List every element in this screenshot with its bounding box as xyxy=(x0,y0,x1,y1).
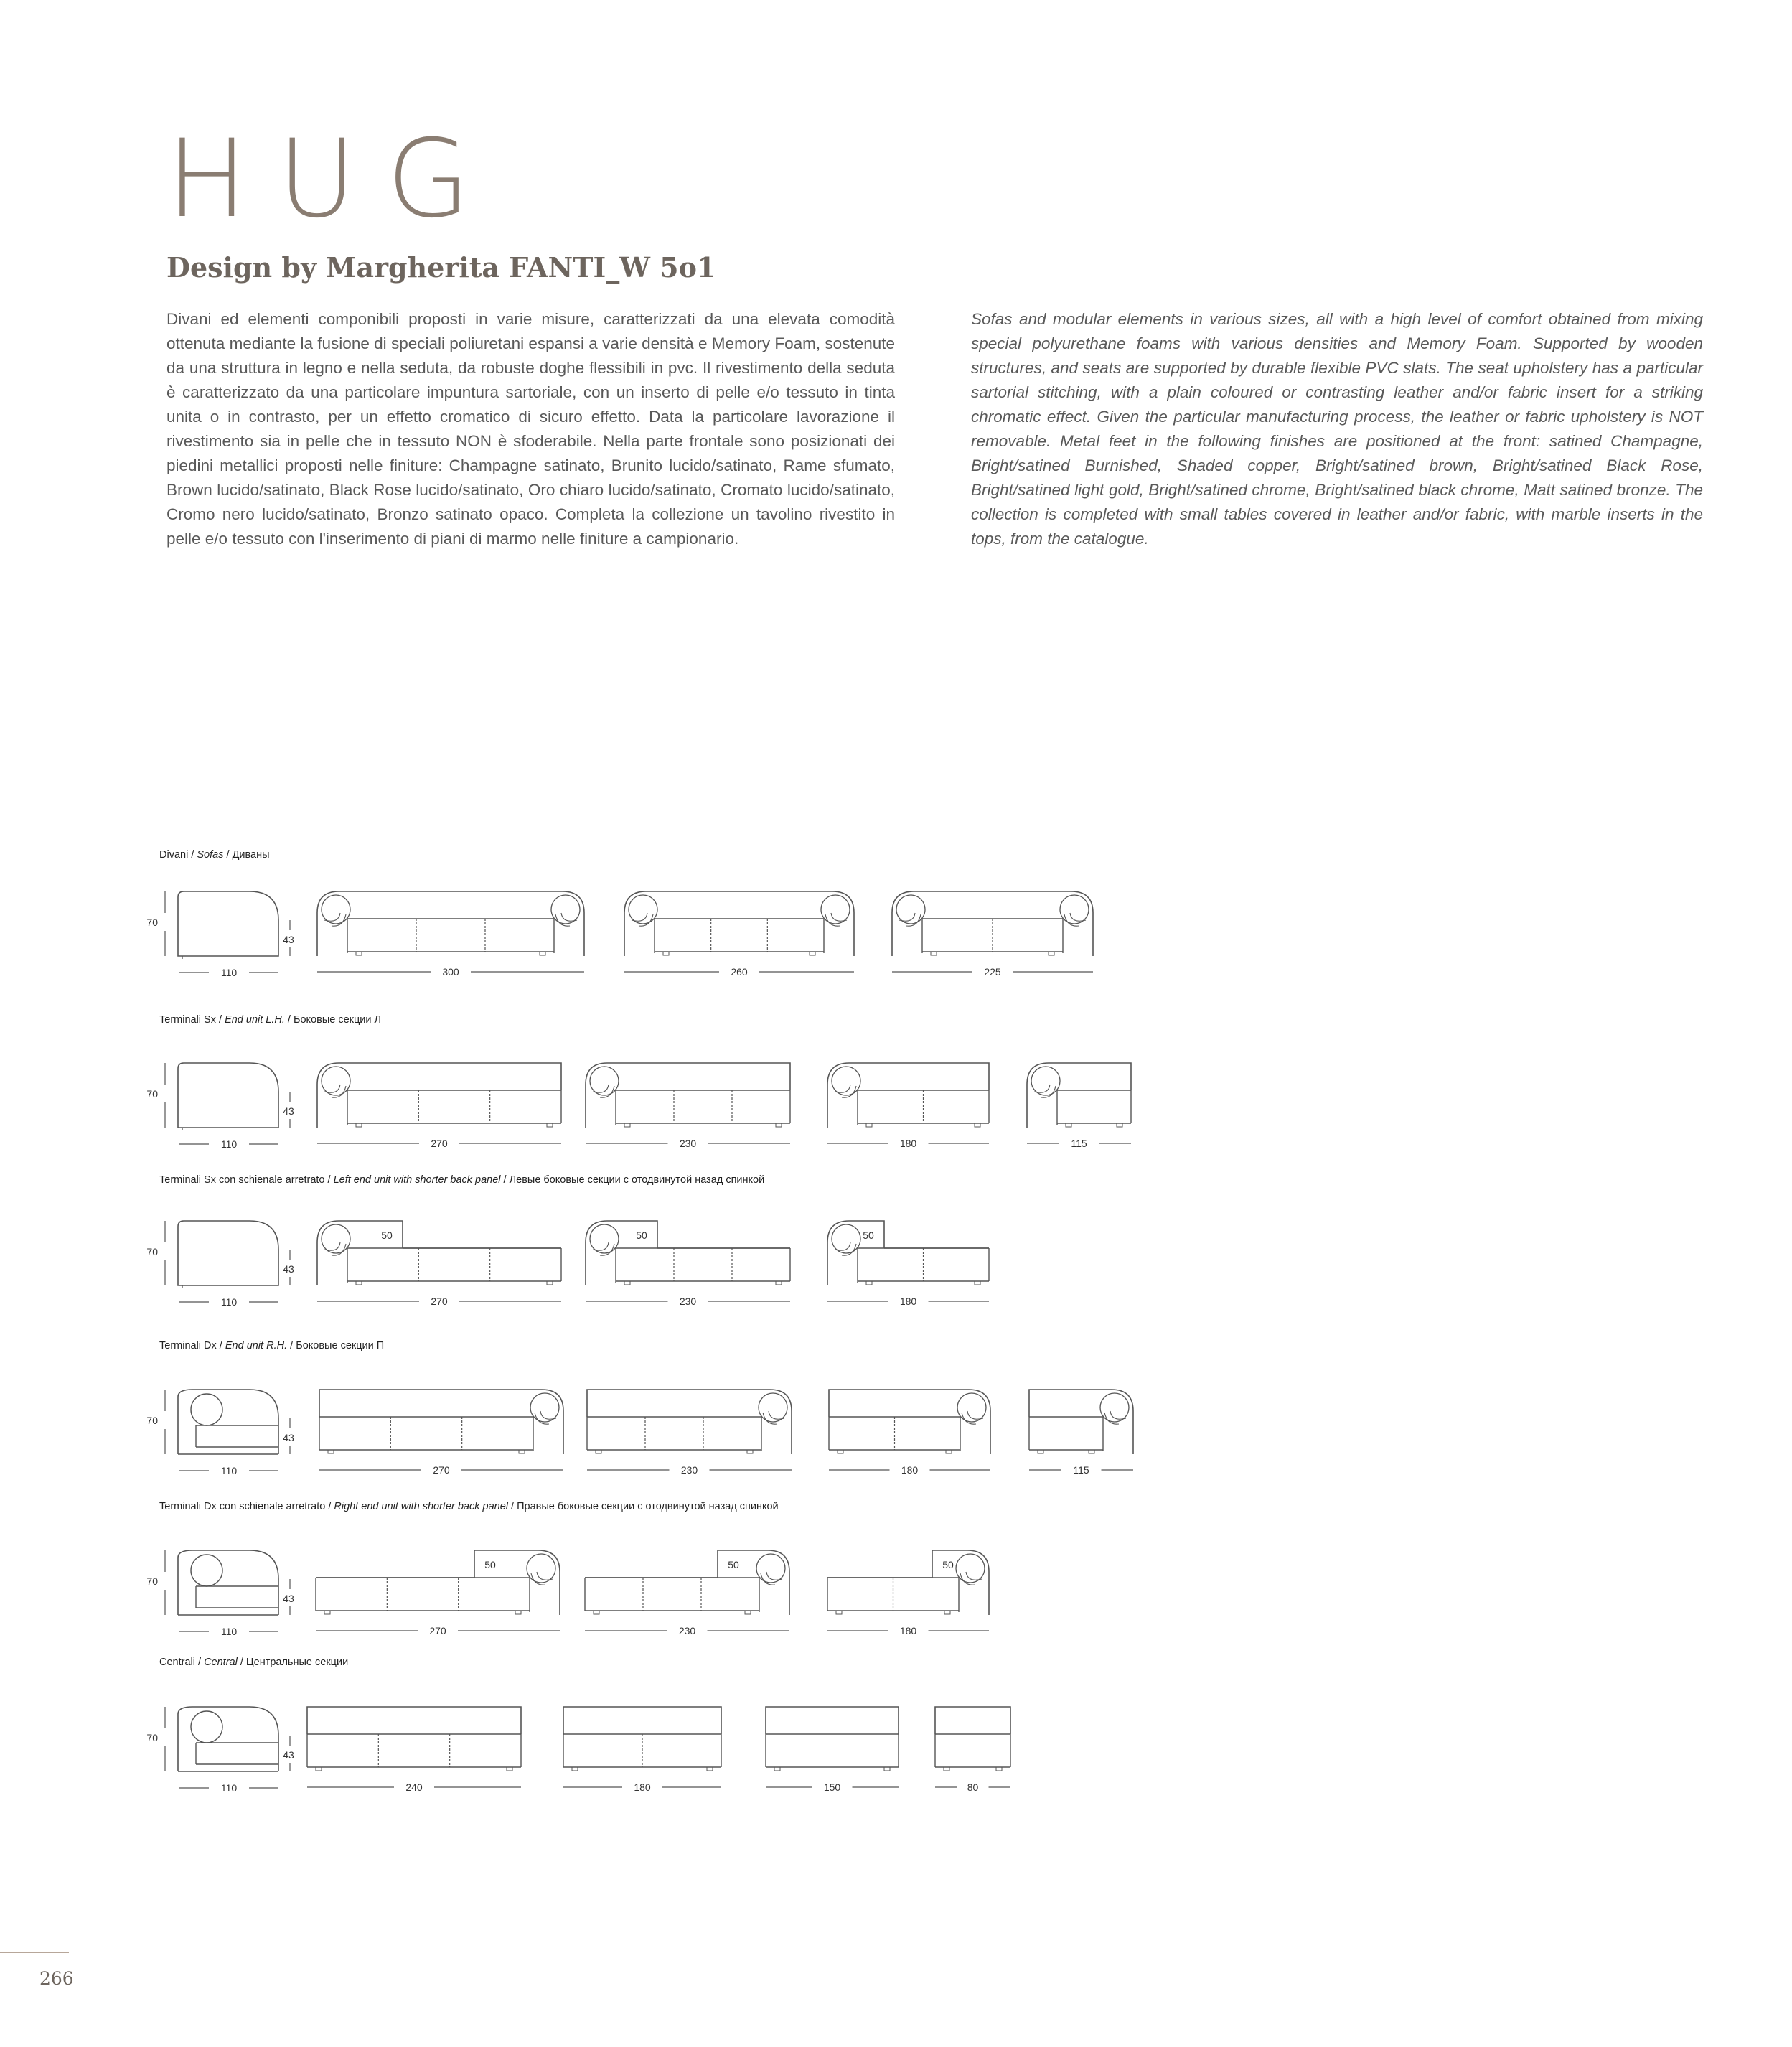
height-label: 70 xyxy=(146,1088,158,1100)
side-profile-outline xyxy=(178,891,278,956)
row1-unit2-foot-left xyxy=(866,1123,872,1127)
row1-unit1-foot-left xyxy=(624,1123,630,1127)
section-title-sofas: Divani / Sofas / Диваны xyxy=(159,849,270,861)
seat-height-label: 43 xyxy=(283,1263,294,1275)
row5-unit0-width-dim-label: 240 xyxy=(405,1781,423,1793)
row5-unit0-foot-left xyxy=(316,1767,322,1771)
row4-unit2-foot-right xyxy=(944,1611,950,1614)
row0-unit2-width-dim-label: 225 xyxy=(984,966,1001,978)
row0-unit0-foot-left xyxy=(356,952,362,955)
row3-unit2-foot-left xyxy=(838,1450,843,1453)
row1-unit3-foot-right xyxy=(1117,1123,1122,1127)
row3-unit1-foot-left xyxy=(596,1450,601,1453)
seat-height-label: 43 xyxy=(283,1432,294,1443)
height-label: 70 xyxy=(146,1415,158,1426)
row5-unit2-width-dim-label: 150 xyxy=(823,1781,841,1793)
seat-height-label: 43 xyxy=(283,934,294,945)
row5-unit3-width-dim-label: 80 xyxy=(967,1781,979,1793)
row0-unit0-left-arm-roll xyxy=(322,895,350,924)
row4-unit1-right-arm-roll xyxy=(756,1554,785,1583)
side-profile-outline xyxy=(178,1221,278,1285)
height-label: 70 xyxy=(146,1575,158,1587)
row1-unit3-left-arm-roll xyxy=(1031,1067,1060,1095)
row5-unit3-foot-left xyxy=(944,1767,949,1771)
row0-unit1-foot-left xyxy=(663,952,669,955)
row4-unit0-width-dim-label: 270 xyxy=(429,1625,446,1636)
row2-unit1-width-dim-label: 230 xyxy=(679,1296,697,1307)
row0-unit0-foot-right xyxy=(540,952,545,955)
row1-unit0-left-arm-roll xyxy=(322,1067,350,1095)
height-label: 70 xyxy=(146,917,158,928)
section-title-end-unit-rh: Terminali Dx / End unit R.H. / Боковые секции П xyxy=(159,1340,385,1352)
row5-unit0-outline xyxy=(307,1707,521,1734)
row1-unit1-foot-right xyxy=(776,1123,782,1127)
row5-unit0-foot-right xyxy=(507,1767,512,1771)
row2-unit0-left-arm-roll xyxy=(322,1224,350,1253)
seat-height-label: 43 xyxy=(283,1105,294,1117)
seat-height-label: 43 xyxy=(283,1749,294,1761)
row0-unit2-right-arm-roll xyxy=(1060,895,1089,924)
row3-unit2-foot-right xyxy=(946,1450,952,1453)
row2-unit1-offset-label: 50 xyxy=(636,1229,647,1241)
row4-unit0-foot-left xyxy=(324,1611,330,1614)
section-title-end-unit-lh: Terminali Sx / End unit L.H. / Боковые секции Л xyxy=(159,1014,382,1026)
side-profile-arm-outline xyxy=(178,1707,278,1771)
row2-unit1-foot-left xyxy=(624,1281,630,1285)
row3-unit0-right-arm-roll xyxy=(530,1393,559,1422)
row3-unit3-foot-right xyxy=(1089,1450,1094,1453)
row5-unit1-width-dim-label: 180 xyxy=(634,1781,651,1793)
depth-dim-label: 110 xyxy=(220,967,238,978)
row4-unit2-outline xyxy=(932,1550,989,1615)
row3-unit0-foot-left xyxy=(328,1450,334,1453)
row2-unit2-foot-left xyxy=(866,1281,872,1285)
row3-unit3-width-dim-label: 115 xyxy=(1073,1464,1089,1476)
row3-unit3-right-arm-roll xyxy=(1100,1393,1129,1422)
row1-unit3-foot-left xyxy=(1066,1123,1071,1127)
row0-unit1-foot-right xyxy=(810,952,815,955)
section-title-left-end-shorter-back: Terminali Sx con schienale arretrato / Left end unit with shorter back panel / Левые боковые секции с отодвинутой назад спинкой xyxy=(159,1174,765,1186)
row1-unit2-foot-right xyxy=(975,1123,980,1127)
side-profile-arm-outline xyxy=(178,1390,278,1454)
row1-unit1-width-dim-label: 230 xyxy=(679,1138,697,1149)
row0-unit1-width-dim-label: 260 xyxy=(731,966,748,978)
depth-dim-label: 110 xyxy=(220,1782,238,1794)
row4-unit2-offset-label: 50 xyxy=(942,1559,954,1570)
depth-dim-label: 110 xyxy=(220,1626,238,1637)
row3-unit3-foot-left xyxy=(1038,1450,1043,1453)
row3-unit1-foot-right xyxy=(747,1450,753,1453)
description-italian: Divani ed elementi componibili proposti in varie misure, caratterizzati da una elevata comodità ottenuta mediante la fusione di speciali poliuretani espansi a varie densità e Memory Foam, sostenute da una struttura in legno e nella seduta, da robuste doghe flessibili in pvc. Il rivestimento della seduta è caratterizzato da una particolare impuntura sartoriale, con un inserto di pelle e/o tessuto in tinta unita o in contrasto, per un effetto cromatico di sicuro effetto. Data la particolare lavorazione il rivestimento sia in pelle che in tessuto NON è sfoderabile. Nella parte frontale sono posizionati dei piedini metallici proposti nelle finiture: Champagne satinato, Brunito lucido/satinato, Rame sfumato, Brown lucido/satinato, Black Rose lucido/satinato, Oro chiaro lucido/satinato, Cromato lucido/satinato, Cromo nero lucido/satinato, Bronzo satinato opaco. Completa la collezione un tavolino rivestito in pelle e/o tessuto con l'inserimento di piani di marmo nelle finiture a campionario. xyxy=(166,310,895,548)
footer-rule xyxy=(0,1952,69,1953)
row4-unit0-right-arm-roll xyxy=(527,1554,555,1583)
row1-unit0-foot-right xyxy=(547,1123,553,1127)
height-label: 70 xyxy=(146,1246,158,1257)
side-profile-arm-roll xyxy=(191,1555,222,1586)
row4-unit0-offset-label: 50 xyxy=(484,1559,496,1570)
row1-unit0-outline xyxy=(317,1063,561,1128)
row0-unit2-foot-left xyxy=(931,952,937,955)
row0-unit1-right-arm-roll xyxy=(821,895,850,924)
row3-unit2-width-dim-label: 180 xyxy=(901,1464,919,1476)
row2-unit0-offset-label: 50 xyxy=(381,1229,393,1241)
row5-unit2-foot-right xyxy=(884,1767,890,1771)
row2-unit1-left-arm-roll xyxy=(590,1224,619,1253)
description-english: Sofas and modular elements in various sizes, all with a high level of comfort obtained from mixing special polyurethane foams with various densities and Memory Foam. Supported by wooden structures, and seats are supported by durable flexible PVC slats. The seat upholstery has a particular sartorial stitching, with a plain coloured or contrasting leather and/or fabric insert for a striking chromatic effect. Given the particular manufacturing process, the leather or fabric upholstery is NOT removable. Metal feet in the following finishes are positioned at the front: satined Champagne, Bright/satined Burnished, Shaded copper, Bright/satined brown, Bright/satined Black Rose, Bright/satined light gold, Bright/satined chrome, Bright/satined black chrome, Matt satined bronze. The collection is completed with small tables covered in leather and/or fabric, with marble inserts in the tops, from the catalogue. xyxy=(971,310,1703,548)
row0-unit1-left-arm-roll xyxy=(629,895,657,924)
row5-unit1-foot-right xyxy=(707,1767,713,1771)
row0-unit2-foot-right xyxy=(1049,952,1054,955)
row2-unit0-foot-right xyxy=(547,1281,553,1285)
depth-dim-label: 110 xyxy=(220,1138,238,1150)
side-profile-outline xyxy=(178,1063,278,1128)
section-title-right-end-shorter-back: Terminali Dx con schienale arretrato / Right end unit with shorter back panel / Правые боковые секции с отодвинутой назад спинкой xyxy=(159,1501,779,1512)
row2-unit2-foot-right xyxy=(975,1281,980,1285)
page-number: 266 xyxy=(39,1968,74,1989)
depth-dim-label: 110 xyxy=(220,1465,238,1476)
product-title: HUG xyxy=(166,117,500,242)
row3-unit0-foot-right xyxy=(519,1450,525,1453)
row4-unit2-foot-left xyxy=(836,1611,842,1614)
row2-unit2-offset-label: 50 xyxy=(863,1229,874,1241)
row4-unit1-offset-label: 50 xyxy=(728,1559,739,1570)
row3-unit0-width-dim-label: 270 xyxy=(433,1464,450,1476)
row1-unit3-width-dim-label: 115 xyxy=(1071,1138,1087,1149)
row2-unit0-width-dim-label: 270 xyxy=(431,1296,448,1307)
row0-unit0-outline xyxy=(317,891,584,956)
row4-unit2-right-arm-roll xyxy=(956,1554,985,1583)
row3-unit1-width-dim-label: 230 xyxy=(680,1464,698,1476)
row0-unit0-right-arm-roll xyxy=(551,895,580,924)
row5-unit3-foot-right xyxy=(996,1767,1002,1771)
designer-subtitle: Design by Margherita FANTI_W 5o1 xyxy=(166,251,716,284)
side-profile-arm-roll xyxy=(191,1711,222,1743)
row2-unit2-outline xyxy=(827,1221,884,1285)
seat-height-label: 43 xyxy=(283,1593,294,1604)
depth-dim-label: 110 xyxy=(220,1296,238,1308)
row2-unit2-left-arm-roll xyxy=(832,1224,860,1253)
row4-unit1-width-dim-label: 230 xyxy=(678,1625,696,1636)
row5-unit3-outline xyxy=(935,1707,1010,1734)
row0-unit1-outline xyxy=(624,891,854,956)
row1-unit1-left-arm-roll xyxy=(590,1067,619,1095)
row4-unit1-foot-left xyxy=(594,1611,599,1614)
row3-unit0-outline xyxy=(319,1390,563,1454)
row5-unit1-outline xyxy=(563,1707,721,1734)
row5-unit2-outline xyxy=(766,1707,899,1734)
side-profile-arm-roll xyxy=(191,1394,222,1425)
row3-unit1-right-arm-roll xyxy=(759,1393,787,1422)
row4-unit2-width-dim-label: 180 xyxy=(899,1625,917,1636)
row2-unit0-foot-left xyxy=(356,1281,362,1285)
row0-unit2-left-arm-roll xyxy=(896,895,925,924)
row4-unit0-foot-right xyxy=(515,1611,521,1614)
row1-unit0-foot-left xyxy=(356,1123,362,1127)
row4-unit1-foot-right xyxy=(745,1611,751,1614)
row1-unit2-width-dim-label: 180 xyxy=(899,1138,917,1149)
side-profile-arm-outline xyxy=(178,1550,278,1615)
row2-unit2-width-dim-label: 180 xyxy=(899,1296,917,1307)
row0-unit0-width-dim-label: 300 xyxy=(442,966,459,978)
section-title-central: Centrali / Central / Центральные секции xyxy=(159,1657,349,1668)
row1-unit0-width-dim-label: 270 xyxy=(431,1138,448,1149)
row5-unit1-foot-left xyxy=(572,1767,578,1771)
height-label: 70 xyxy=(146,1732,158,1743)
row2-unit1-foot-right xyxy=(776,1281,782,1285)
row1-unit2-left-arm-roll xyxy=(832,1067,860,1095)
row5-unit2-foot-left xyxy=(774,1767,780,1771)
row3-unit2-right-arm-roll xyxy=(957,1393,986,1422)
